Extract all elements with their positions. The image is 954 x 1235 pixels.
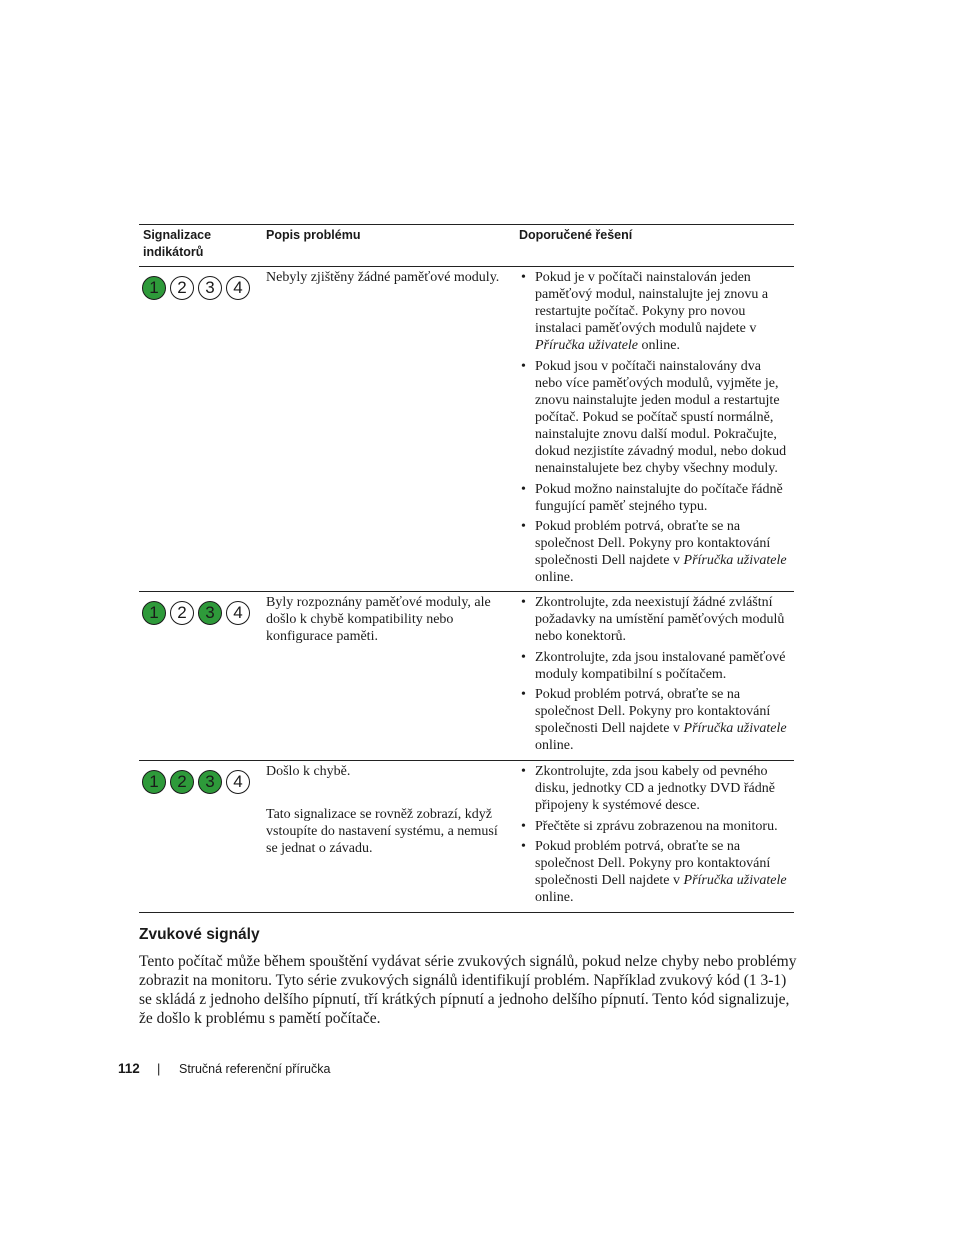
solution-list (519, 763, 789, 910)
solution-text: Zkontrolujte, zda jsou instalované paměťové moduly kompatibilní s počítačem. (535, 649, 786, 682)
bullet-icon: • (521, 838, 526, 854)
bullet-icon: • (521, 595, 526, 610)
table-bottom-rule (139, 912, 794, 913)
manual-title: Příručka uživatele (683, 873, 787, 889)
bullet-icon: • (521, 818, 526, 834)
manual-title: Příručka uživatele (683, 553, 787, 569)
solution-text-suffix: online. (535, 738, 574, 754)
footer-separator: | (157, 1061, 161, 1076)
solution-item (519, 269, 789, 354)
bullet-icon: • (521, 649, 526, 665)
solution-text: Pokud je v počítači nainstalován jeden paměťový modul, nainstalujte jej znovu a restartujte počítač. Pokyny pro novou instalaci paměťových modulů najdete v (535, 270, 769, 337)
solution-list (519, 269, 789, 590)
solution-text-suffix: online. (535, 890, 574, 906)
solution-text: Zkontrolujte, zda neexistují žádné zvláštní požadavky na umístění paměťových modulů nebo konektorů. (535, 595, 785, 645)
led-1-on: 1 (142, 276, 166, 300)
section-paragraph: Tento počítač může během spouštění vydávat série zvukových signálů, pokud nelze chyby nebo problémy zobrazit na monitoru. Tyto série zvukových signálů identifikují problém. Například zvukový kód (1 3-1) se skládá z jednoho delšího pípnutí, tří krátkých pípnutí a jednoho delšího pípnutí. Tento kód signalizuje, že došlo k problému s pamětí počítače. (139, 953, 797, 1027)
led-3-on: 3 (198, 770, 222, 794)
bullet-icon: • (521, 481, 526, 497)
row-rule (139, 591, 794, 592)
led-4-off: 4 (226, 276, 250, 300)
header-problem: Popis problému (266, 228, 361, 242)
solution-item (519, 518, 789, 586)
row-rule (139, 760, 794, 761)
solution-list (519, 594, 789, 758)
solution-text: Přečtěte si zprávu zobrazenou na monitoru. (535, 818, 778, 834)
header-rule (139, 266, 794, 267)
led-2-on: 2 (170, 770, 194, 794)
solution-item (519, 818, 789, 835)
solution-text: Pokud jsou v počítači nainstalovány dva nebo více paměťových modulů, vyjměte je, znovu nainstalujte jeden modul a restartujte počítač. Pokud se počítač spustí normálně, nainstalujte znovu další modul. Pokračujte, dokud nezjistíte závadný modul, nebo dokud nenainstalujete bez chyby všechny moduly. (535, 358, 787, 477)
solution-text: Pokud možno nainstalujte do počítače řádně fungující paměť stejného typu. (535, 481, 783, 514)
bullet-icon: • (521, 687, 526, 703)
bullet-icon: • (521, 270, 526, 285)
solution-item (519, 649, 789, 683)
solution-text: Pokud problém potrvá, obraťte se na společnost Dell. Pokyny pro kontaktování společnosti Dell najdete v (535, 687, 771, 737)
solution-item (519, 763, 789, 814)
solution-text: Zkontrolujte, zda jsou kabely od pevného disku, jednotky CD a jednotky DVD řádně připojeny k systémové desce. (535, 764, 775, 814)
solution-item (519, 358, 789, 478)
manual-title: Příručka uživatele (535, 338, 639, 354)
solution-item (519, 838, 789, 906)
bullet-icon: • (521, 519, 526, 535)
solution-text: Pokud problém potrvá, obraťte se na společnost Dell. Pokyny pro kontaktování společnosti Dell najdete v (535, 838, 771, 889)
footer-title: Stručná referenční příručka (179, 1062, 331, 1076)
solution-text-suffix: online. (535, 570, 574, 586)
led-4-off: 4 (226, 601, 250, 625)
solution-text-suffix: online. (638, 338, 681, 354)
led-2-off: 2 (170, 276, 194, 300)
solution-item (519, 686, 789, 754)
led-3-off: 3 (198, 276, 222, 300)
problem-description: Tato signalizace se rovněž zobrazí, když vstoupíte do nastavení systému, a nemusí se jednat o závadu. (266, 807, 498, 857)
led-2-off: 2 (170, 601, 194, 625)
page-number: 112 (118, 1061, 140, 1076)
led-1-on: 1 (142, 601, 166, 625)
header-signal: Signalizace indikátorů (143, 228, 212, 259)
bullet-icon: • (521, 764, 526, 779)
led-4-off: 4 (226, 770, 250, 794)
solution-item (519, 481, 789, 515)
bullet-icon: • (521, 358, 526, 374)
header-solution: Doporučené řešení (519, 228, 633, 242)
solution-item (519, 594, 789, 645)
problem-description: Byly rozpoznány paměťové moduly, ale došlo k chybě kompatibility nebo konfigurace paměti. (266, 595, 491, 645)
problem-description: Došlo k chybě. (266, 764, 351, 779)
led-3-on: 3 (198, 601, 222, 625)
problem-description: Nebyly zjištěny žádné paměťové moduly. (266, 270, 500, 285)
table-top-rule (139, 224, 794, 225)
led-1-on: 1 (142, 770, 166, 794)
manual-title: Příručka uživatele (683, 721, 787, 737)
section-heading: Zvukové signály (139, 926, 260, 943)
solution-text: Pokud problém potrvá, obraťte se na společnost Dell. Pokyny pro kontaktování společnosti Dell najdete v (535, 519, 771, 569)
